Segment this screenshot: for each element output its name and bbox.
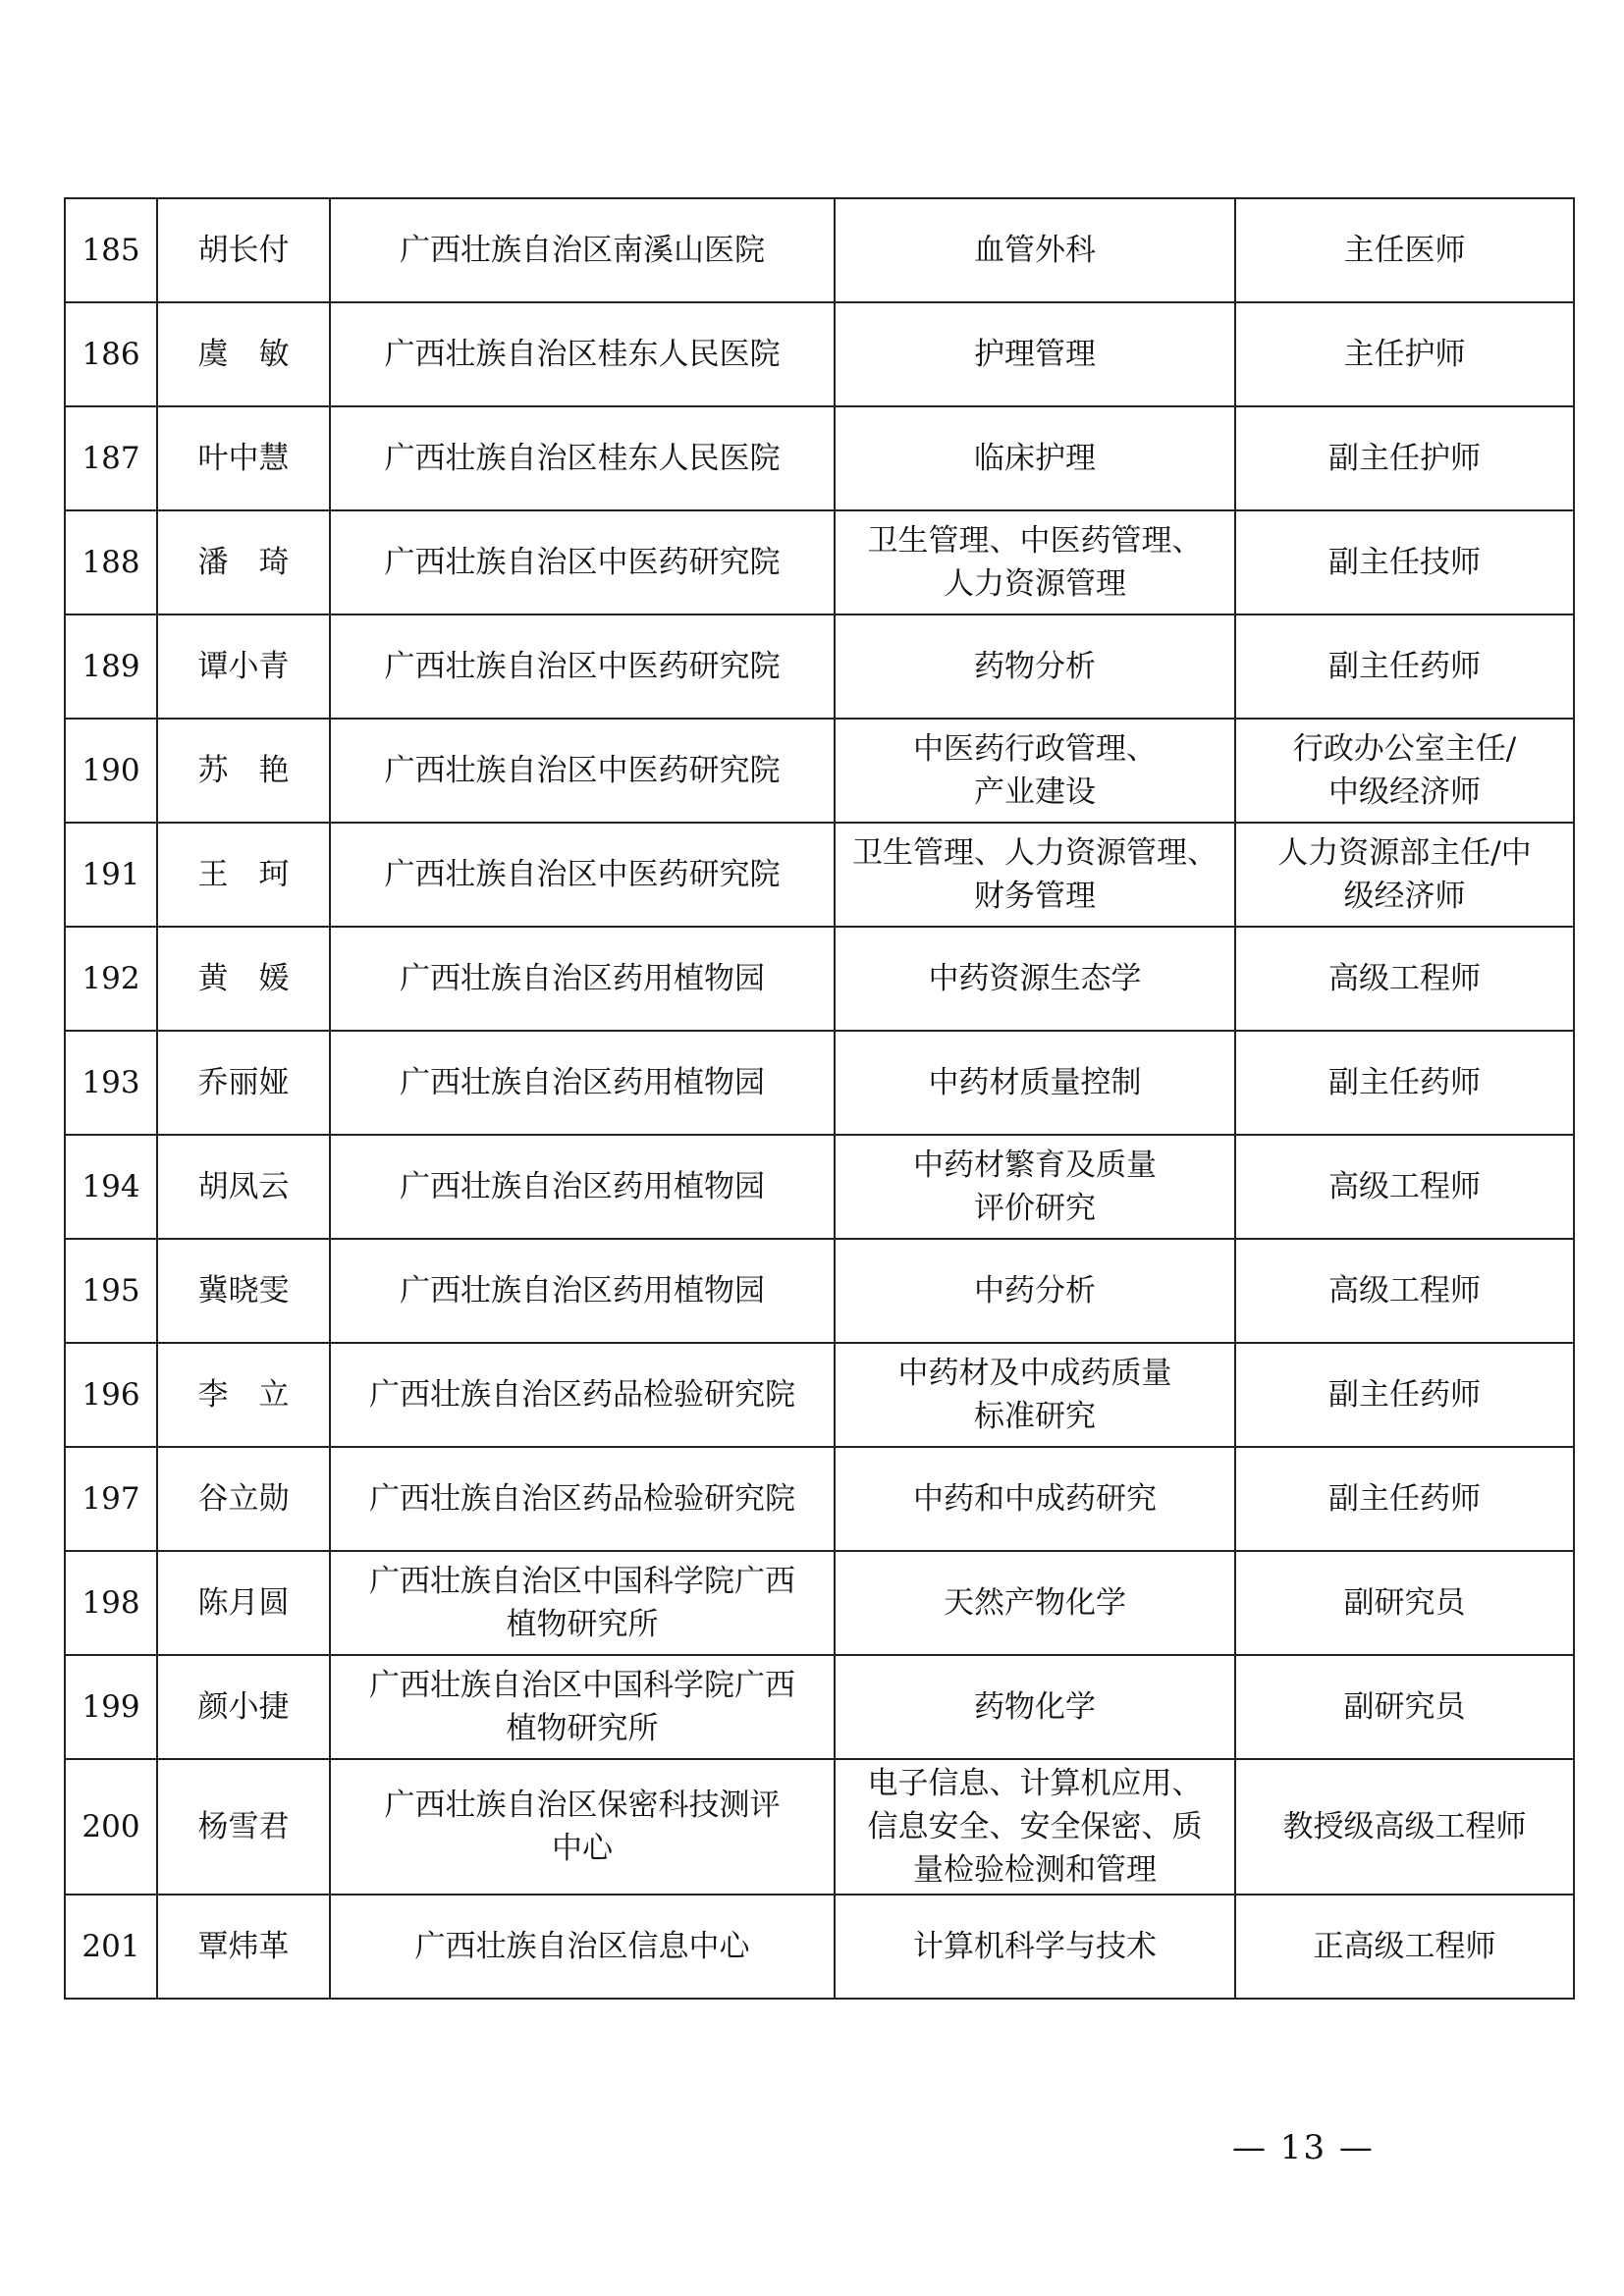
person-name: 李 立 xyxy=(157,1343,330,1447)
job-title: 人力资源部主任/中 级经济师 xyxy=(1235,823,1574,927)
row-number: 194 xyxy=(65,1135,157,1239)
job-title: 高级工程师 xyxy=(1235,1239,1574,1343)
organization: 广西壮族自治区药品检验研究院 xyxy=(330,1343,835,1447)
person-name: 王 珂 xyxy=(157,823,330,927)
person-name: 黄 媛 xyxy=(157,927,330,1031)
job-title: 高级工程师 xyxy=(1235,1135,1574,1239)
row-number: 185 xyxy=(65,198,157,302)
row-number: 186 xyxy=(65,302,157,406)
row-number: 189 xyxy=(65,614,157,719)
specialty: 电子信息、计算机应用、 信息安全、安全保密、质 量检验检测和管理 xyxy=(835,1759,1235,1895)
organization: 广西壮族自治区信息中心 xyxy=(330,1895,835,1999)
specialty: 中药材及中成药质量 标准研究 xyxy=(835,1343,1235,1447)
job-title: 副主任药师 xyxy=(1235,1343,1574,1447)
row-number: 190 xyxy=(65,719,157,823)
table-row xyxy=(65,1031,1574,1135)
job-title: 主任医师 xyxy=(1235,198,1574,302)
table-row xyxy=(65,302,1574,406)
specialty: 中药分析 xyxy=(835,1239,1235,1343)
organization: 广西壮族自治区南溪山医院 xyxy=(330,198,835,302)
job-title: 副研究员 xyxy=(1235,1551,1574,1655)
row-number: 196 xyxy=(65,1343,157,1447)
person-name: 杨雪君 xyxy=(157,1759,330,1895)
person-name: 覃炜革 xyxy=(157,1895,330,1999)
specialty: 中药材质量控制 xyxy=(835,1031,1235,1135)
table-row xyxy=(65,1135,1574,1239)
person-name: 谷立勋 xyxy=(157,1447,330,1551)
row-number: 193 xyxy=(65,1031,157,1135)
specialty: 血管外科 xyxy=(835,198,1235,302)
table-row xyxy=(65,1239,1574,1343)
organization: 广西壮族自治区药品检验研究院 xyxy=(330,1447,835,1551)
specialty: 中药和中成药研究 xyxy=(835,1447,1235,1551)
job-title: 副主任药师 xyxy=(1235,1031,1574,1135)
specialty: 临床护理 xyxy=(835,406,1235,510)
organization: 广西壮族自治区中国科学院广西 植物研究所 xyxy=(330,1551,835,1655)
job-title: 副主任药师 xyxy=(1235,1447,1574,1551)
row-number: 195 xyxy=(65,1239,157,1343)
specialty: 药物分析 xyxy=(835,614,1235,719)
row-number: 201 xyxy=(65,1895,157,1999)
job-title: 教授级高级工程师 xyxy=(1235,1759,1574,1895)
row-number: 200 xyxy=(65,1759,157,1895)
job-title: 副主任护师 xyxy=(1235,406,1574,510)
person-name: 虞 敏 xyxy=(157,302,330,406)
organization: 广西壮族自治区中医药研究院 xyxy=(330,823,835,927)
roster-body xyxy=(65,198,1574,1999)
person-name: 叶中慧 xyxy=(157,406,330,510)
specialty: 中药材繁育及质量 评价研究 xyxy=(835,1135,1235,1239)
table-row xyxy=(65,614,1574,719)
specialty: 卫生管理、人力资源管理、 财务管理 xyxy=(835,823,1235,927)
table-row xyxy=(65,510,1574,614)
job-title: 行政办公室主任/ 中级经济师 xyxy=(1235,719,1574,823)
table-row xyxy=(65,406,1574,510)
table-row xyxy=(65,1447,1574,1551)
row-number: 199 xyxy=(65,1655,157,1759)
job-title: 高级工程师 xyxy=(1235,927,1574,1031)
person-name: 乔丽娅 xyxy=(157,1031,330,1135)
table-row xyxy=(65,927,1574,1031)
person-name: 颜小捷 xyxy=(157,1655,330,1759)
organization: 广西壮族自治区桂东人民医院 xyxy=(330,406,835,510)
row-number: 198 xyxy=(65,1551,157,1655)
person-name: 苏 艳 xyxy=(157,719,330,823)
organization: 广西壮族自治区中医药研究院 xyxy=(330,719,835,823)
roster-table xyxy=(64,197,1575,2000)
row-number: 188 xyxy=(65,510,157,614)
person-name: 胡长付 xyxy=(157,198,330,302)
organization: 广西壮族自治区药用植物园 xyxy=(330,927,835,1031)
row-number: 187 xyxy=(65,406,157,510)
table-row xyxy=(65,1759,1574,1895)
row-number: 192 xyxy=(65,927,157,1031)
person-name: 胡凤云 xyxy=(157,1135,330,1239)
organization: 广西壮族自治区中医药研究院 xyxy=(330,614,835,719)
table-row xyxy=(65,198,1574,302)
organization: 广西壮族自治区中医药研究院 xyxy=(330,510,835,614)
job-title: 主任护师 xyxy=(1235,302,1574,406)
organization: 广西壮族自治区药用植物园 xyxy=(330,1135,835,1239)
job-title: 副研究员 xyxy=(1235,1655,1574,1759)
organization: 广西壮族自治区桂东人民医院 xyxy=(330,302,835,406)
person-name: 潘 琦 xyxy=(157,510,330,614)
organization: 广西壮族自治区药用植物园 xyxy=(330,1239,835,1343)
person-name: 谭小青 xyxy=(157,614,330,719)
row-number: 191 xyxy=(65,823,157,927)
row-number: 197 xyxy=(65,1447,157,1551)
specialty: 中药资源生态学 xyxy=(835,927,1235,1031)
job-title: 副主任药师 xyxy=(1235,614,1574,719)
specialty: 药物化学 xyxy=(835,1655,1235,1759)
table-row xyxy=(65,1895,1574,1999)
organization: 广西壮族自治区中国科学院广西 植物研究所 xyxy=(330,1655,835,1759)
specialty: 计算机科学与技术 xyxy=(835,1895,1235,1999)
table-row xyxy=(65,1551,1574,1655)
job-title: 正高级工程师 xyxy=(1235,1895,1574,1999)
specialty: 中医药行政管理、 产业建设 xyxy=(835,719,1235,823)
specialty: 天然产物化学 xyxy=(835,1551,1235,1655)
specialty: 卫生管理、中医药管理、 人力资源管理 xyxy=(835,510,1235,614)
table-row xyxy=(65,1655,1574,1759)
organization: 广西壮族自治区保密科技测评 中心 xyxy=(330,1759,835,1895)
job-title: 副主任技师 xyxy=(1235,510,1574,614)
person-name: 陈月圆 xyxy=(157,1551,330,1655)
person-name: 冀晓雯 xyxy=(157,1239,330,1343)
specialty: 护理管理 xyxy=(835,302,1235,406)
page-number: — 13 — xyxy=(1232,2128,1375,2167)
table-row xyxy=(65,1343,1574,1447)
table-row xyxy=(65,719,1574,823)
organization: 广西壮族自治区药用植物园 xyxy=(330,1031,835,1135)
table-row xyxy=(65,823,1574,927)
